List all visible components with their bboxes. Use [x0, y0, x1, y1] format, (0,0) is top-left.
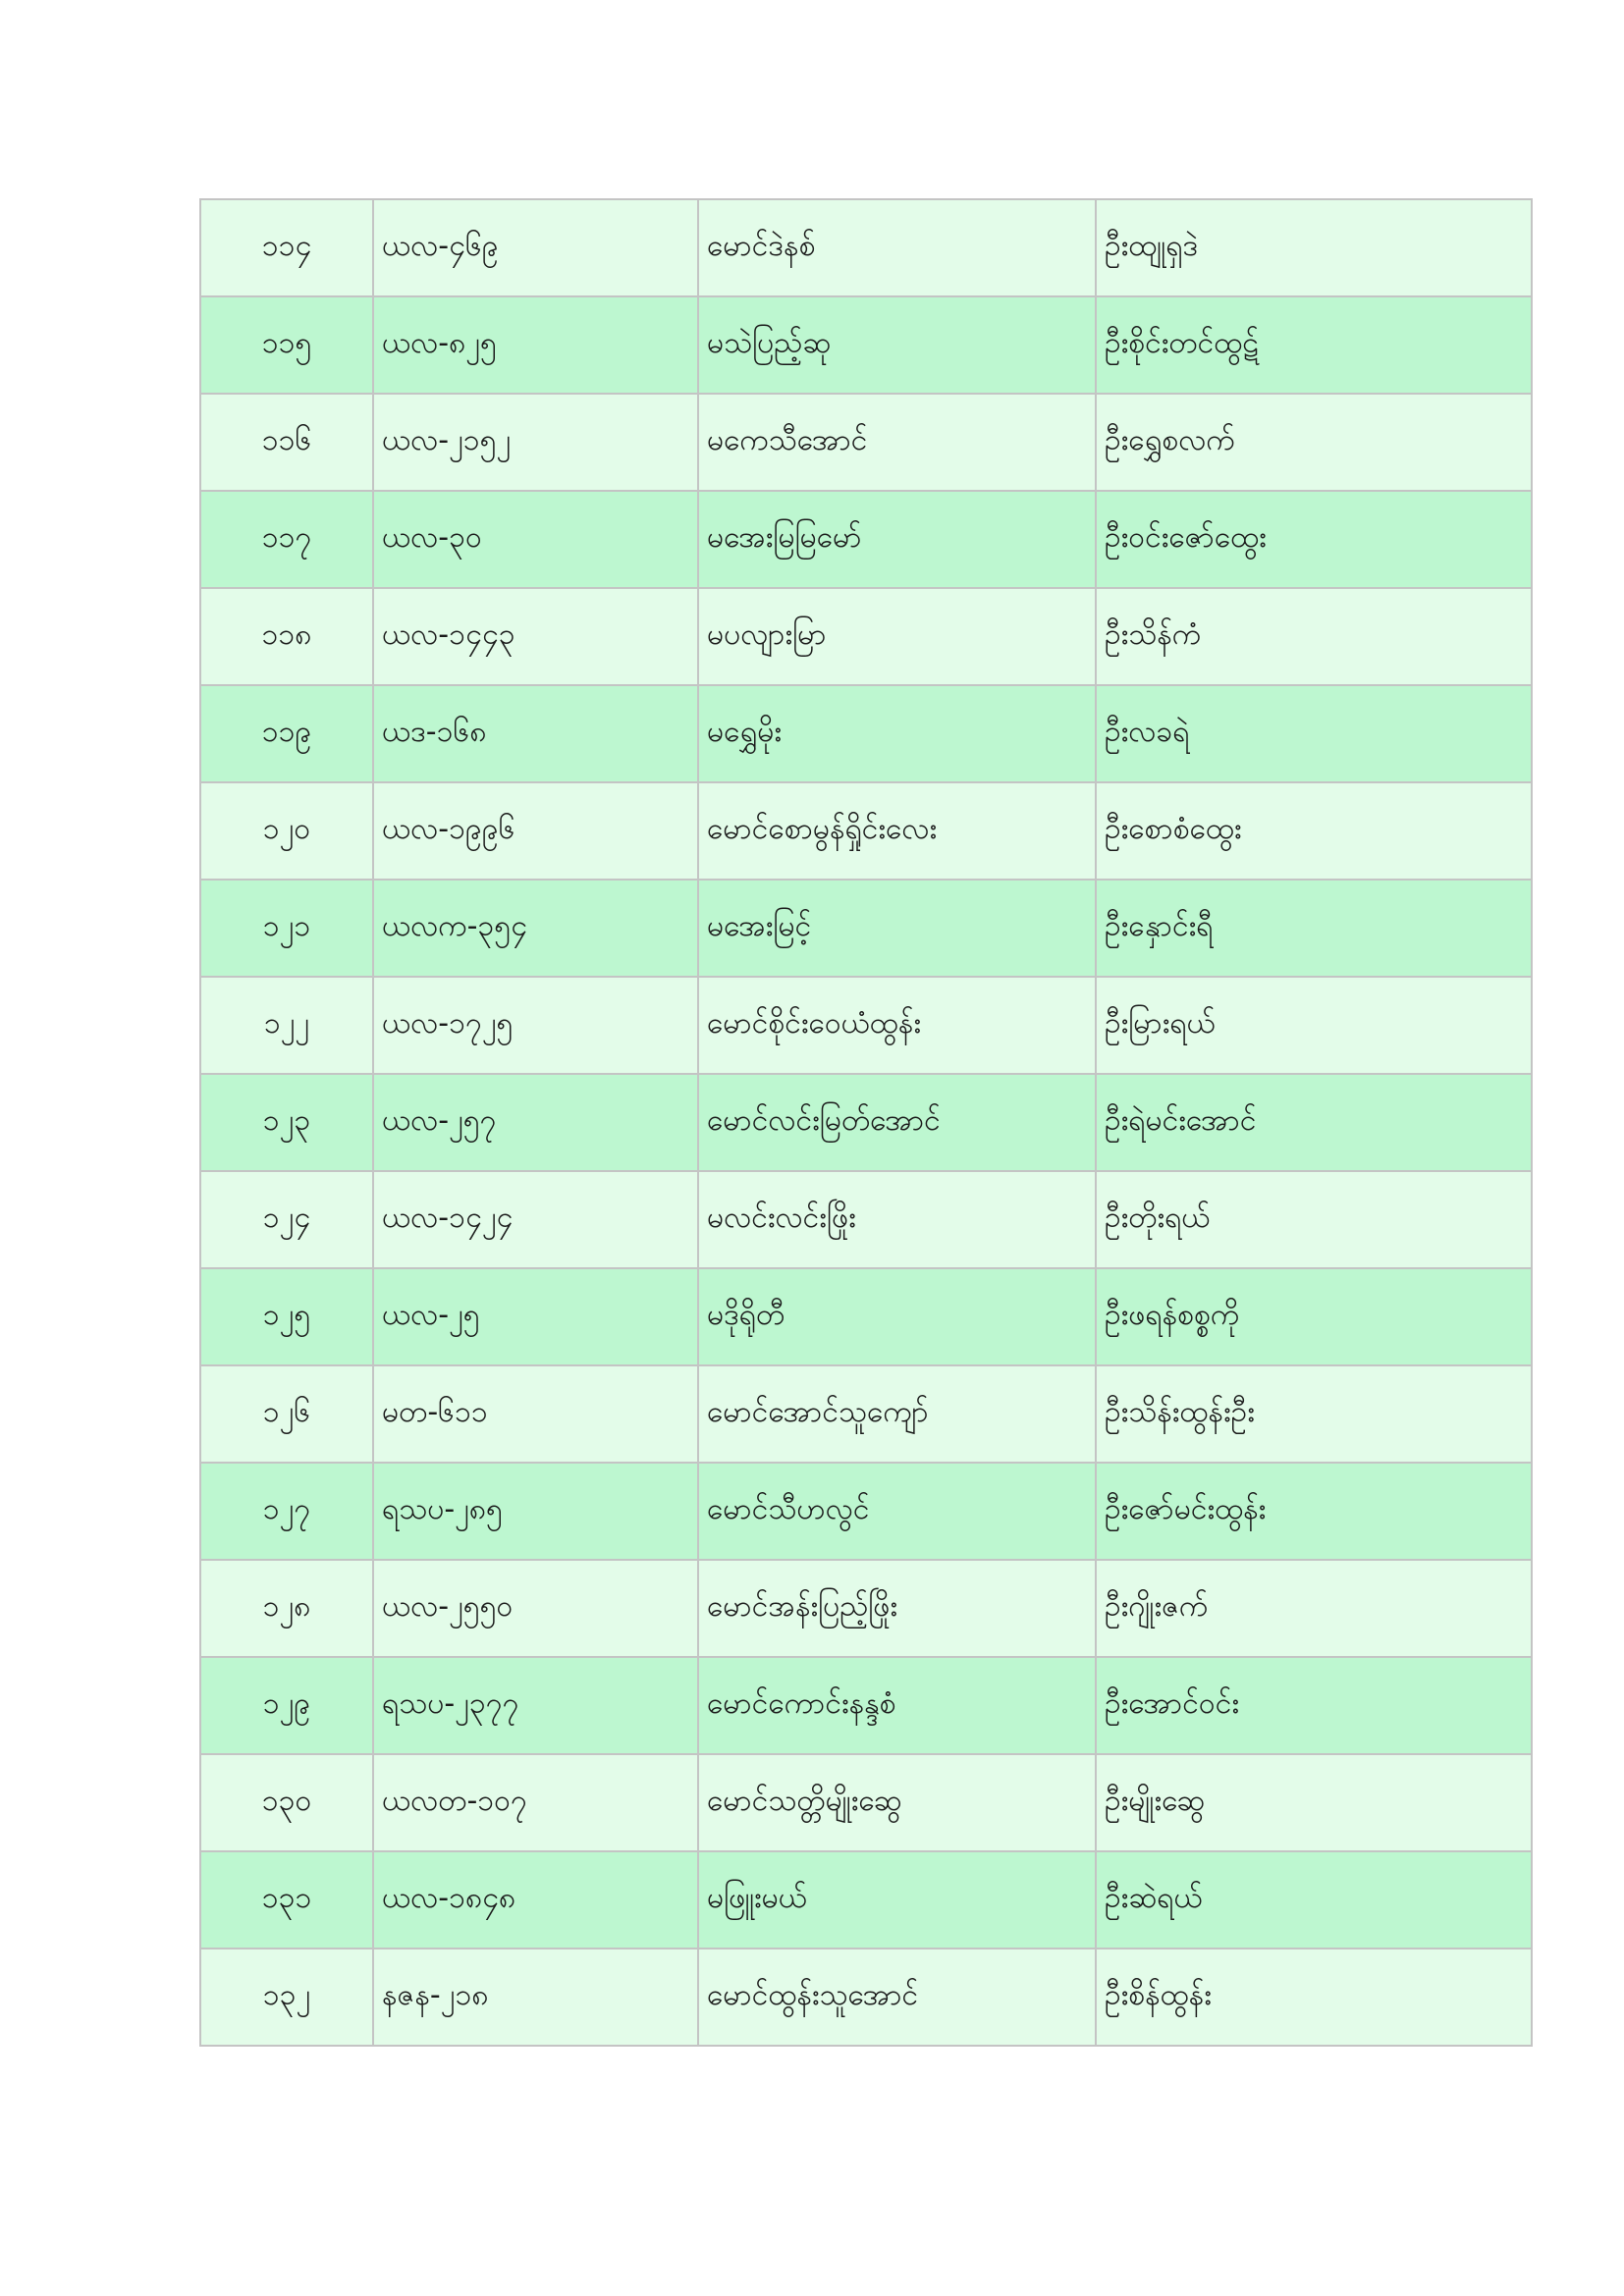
table-row [200, 880, 1532, 977]
serial-number-cell: ၁၂၆ [200, 1365, 373, 1463]
student-name-cell: မဖြူးမယ် [698, 1851, 1096, 1949]
student-name-cell: မရွှေမိုး [698, 685, 1096, 782]
serial-number-cell: ၁၁၅ [200, 296, 373, 394]
serial-number-cell: ၁၁၉ [200, 685, 373, 782]
registration-number-cell: ယလ-၂၅ [373, 1268, 698, 1365]
table-row [200, 1560, 1532, 1657]
student-name-cell: မောင်ထွန်းသူအောင် [698, 1949, 1096, 2046]
table-row [200, 296, 1532, 394]
table-row [200, 1074, 1532, 1171]
table-row [200, 1657, 1532, 1754]
serial-number-cell: ၁၁၈ [200, 588, 373, 685]
father-name-cell: ဦးစောစံထွေး [1096, 782, 1532, 880]
serial-number-cell: ၁၂၄ [200, 1171, 373, 1268]
table-row [200, 394, 1532, 491]
table-row [200, 1754, 1532, 1851]
father-name-cell: ဦးတိုးရယ် [1096, 1171, 1532, 1268]
student-name-cell: မအေးမြင့် [698, 880, 1096, 977]
records-table [199, 198, 1533, 2047]
father-name-cell: ဦးသိန်းထွန်းဦး [1096, 1365, 1532, 1463]
registration-number-cell: ယလ-၈၂၅ [373, 296, 698, 394]
serial-number-cell: ၁၃၀ [200, 1754, 373, 1851]
serial-number-cell: ၁၂၁ [200, 880, 373, 977]
registration-number-cell: ယလ-၁၇၂၅ [373, 977, 698, 1074]
table-row [200, 1851, 1532, 1949]
serial-number-cell: ၁၂၅ [200, 1268, 373, 1365]
student-name-cell: မောင်သတ္တိမျိုးဆွေ [698, 1754, 1096, 1851]
student-name-cell: မောင်စိုင်းဝေယံထွန်း [698, 977, 1096, 1074]
student-name-cell: မောင်လင်းမြတ်အောင် [698, 1074, 1096, 1171]
serial-number-cell: ၁၁၆ [200, 394, 373, 491]
table-row [200, 1268, 1532, 1365]
father-name-cell: ဦးဆဲရယ် [1096, 1851, 1532, 1949]
father-name-cell: ဦးဇော်မင်းထွန်း [1096, 1463, 1532, 1560]
father-name-cell: ဦးဂျိုးဇက် [1096, 1560, 1532, 1657]
registration-number-cell: ယလ-၁၄၄၃ [373, 588, 698, 685]
father-name-cell: ဦးနှောင်းရီ [1096, 880, 1532, 977]
father-name-cell: ဦးအောင်ဝင်း [1096, 1657, 1532, 1754]
father-name-cell: ဦးထျုရှဒဲ [1096, 199, 1532, 296]
father-name-cell: ဦးမျိုးဆွေ [1096, 1754, 1532, 1851]
registration-number-cell: ယဒ-၁၆၈ [373, 685, 698, 782]
registration-number-cell: မတ-၆၁၁ [373, 1365, 698, 1463]
serial-number-cell: ၁၂၈ [200, 1560, 373, 1657]
serial-number-cell: ၁၃၂ [200, 1949, 373, 2046]
records-table-body [200, 199, 1532, 2046]
serial-number-cell: ၁၃၁ [200, 1851, 373, 1949]
registration-number-cell: ယလ-၁၈၄၈ [373, 1851, 698, 1949]
student-name-cell: မလင်းလင်းဖြိုး [698, 1171, 1096, 1268]
table-row [200, 977, 1532, 1074]
registration-number-cell: ရသပ-၂၈၅ [373, 1463, 698, 1560]
father-name-cell: ဦးသိန်ကံ [1096, 588, 1532, 685]
registration-number-cell: ယလတ-၁၀၇ [373, 1754, 698, 1851]
student-name-cell: မောင်အောင်သူကျော် [698, 1365, 1096, 1463]
table-row [200, 1365, 1532, 1463]
father-name-cell: ဦးဝင်းဇော်ထွေး [1096, 491, 1532, 588]
father-name-cell: ဦးလခရဲ [1096, 685, 1532, 782]
registration-number-cell: ယလ-၂၁၅၂ [373, 394, 698, 491]
student-name-cell: မောင်အန်းပြည့်ဖြိုး [698, 1560, 1096, 1657]
registration-number-cell: ယလ-၂၅၇ [373, 1074, 698, 1171]
father-name-cell: ဦးစိုင်းတင်ထွဋ် [1096, 296, 1532, 394]
registration-number-cell: ယလ-၁၉၉၆ [373, 782, 698, 880]
table-row [200, 491, 1532, 588]
registration-number-cell: နဇန-၂၁၈ [373, 1949, 698, 2046]
table-row [200, 782, 1532, 880]
table-row [200, 199, 1532, 296]
father-name-cell: ဦးစိန်ထွန်း [1096, 1949, 1532, 2046]
student-name-cell: မောင်သီဟလွင် [698, 1463, 1096, 1560]
student-name-cell: မသဲပြည့်ဆု [698, 296, 1096, 394]
father-name-cell: ဦးရွှေစလက် [1096, 394, 1532, 491]
serial-number-cell: ၁၂၃ [200, 1074, 373, 1171]
student-name-cell: မကေသီအောင် [698, 394, 1096, 491]
student-name-cell: မောင်စောမွန်ရှိုင်းလေး [698, 782, 1096, 880]
serial-number-cell: ၁၁၇ [200, 491, 373, 588]
serial-number-cell: ၁၂၇ [200, 1463, 373, 1560]
table-row [200, 685, 1532, 782]
serial-number-cell: ၁၁၄ [200, 199, 373, 296]
father-name-cell: ဦးဖရန်စစ္စကို [1096, 1268, 1532, 1365]
father-name-cell: ဦးရဲမင်းအောင် [1096, 1074, 1532, 1171]
table-row [200, 1463, 1532, 1560]
serial-number-cell: ၁၂၉ [200, 1657, 373, 1754]
table-row [200, 1171, 1532, 1268]
registration-number-cell: ရသပ-၂၃၇၇ [373, 1657, 698, 1754]
registration-number-cell: ယလ-၁၄၂၄ [373, 1171, 698, 1268]
father-name-cell: ဦးမြားရယ် [1096, 977, 1532, 1074]
registration-number-cell: ယလက-၃၅၄ [373, 880, 698, 977]
table-row [200, 1949, 1532, 2046]
table-row [200, 588, 1532, 685]
serial-number-cell: ၁၂၂ [200, 977, 373, 1074]
serial-number-cell: ၁၂၀ [200, 782, 373, 880]
registration-number-cell: ယလ-၃၀ [373, 491, 698, 588]
student-name-cell: မောင်ကောင်းနန္ဒစံ [698, 1657, 1096, 1754]
student-name-cell: မပလျားမြာ [698, 588, 1096, 685]
student-name-cell: မဒိုရိုတီ [698, 1268, 1096, 1365]
student-name-cell: မအေးမြမြမော် [698, 491, 1096, 588]
registration-number-cell: ယလ-၂၅၅၀ [373, 1560, 698, 1657]
registration-number-cell: ယလ-၄၆၉ [373, 199, 698, 296]
student-name-cell: မောင်ဒဲနစ် [698, 199, 1096, 296]
